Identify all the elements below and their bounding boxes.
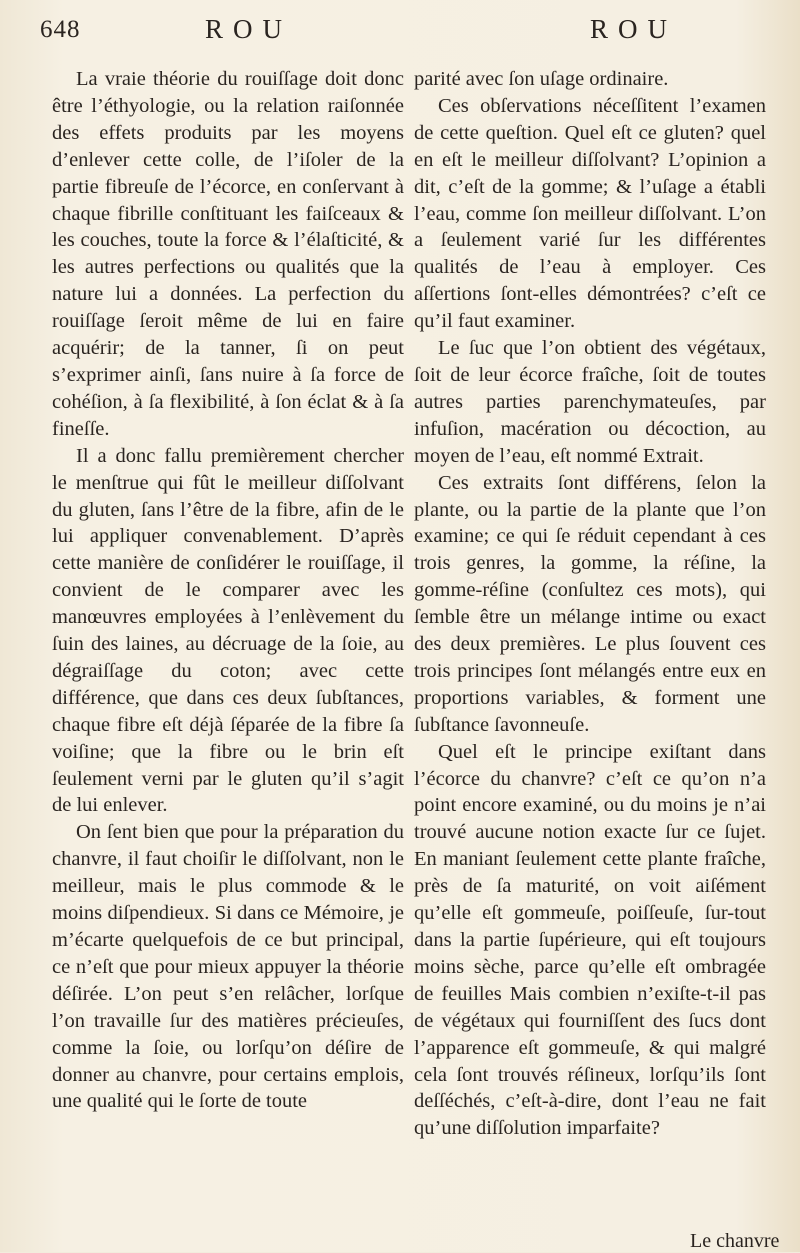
running-header [40,12,760,52]
right-column [414,66,766,1142]
paragraph: Ces obſervations néceſſitent l’examen de cette queſtion. Quel eſt ce gluten? quel en eſt le meilleur diſſolvant? L’opinion a dit, c’eſt de la gomme; & l’uſage a établi l’eau, comme ſon meilleur diſſolvant. L’on a ſeulement varié ſur les différentes qualités de l’eau à employer. Ces aſſertions ſont-elles démontrées? c’eſt ce qu’il faut examiner. [414,94,766,333]
paragraph: Il a donc fallu premièrement chercher le menſtrue qui fût le meilleur diſſolvant du gluten, ſans l’être de la fibre, afin de le lui appliquer convenablement. D’après cette manière de conſidérer le rouiſſage, il convient de le comparer avec les manœuvres employées à l’enlèvement du ſuin des laines, au décruage de la ſoie, au dégraiſſage du coton; avec cette différence, que dans ces deux ſubſtances, chaque fibre eſt déjà ſéparée de la fibre ſa voiſine; que la fibre ou le brin eſt ſeulement verni par le gluten qu’il s’agit de lui enlever. [52,444,404,817]
page-number: 648 [40,16,81,43]
paragraph: La vraie théorie du rouiſſage doit donc être l’éthyologie, ou la relation raiſonnée des effets produits par les moyens d’enlever cette colle, de l’iſoler de la partie fibreuſe de l’écorce, en conſervant à chaque fibrille conſtituant les faiſceaux & les couches, toute la force & l’élaſticité, & les autres perfections ou qualités que la nature lui a données. La perfection du rouiſſage ſeroit même de lui en faire acquérir; de la tanner, ſi on peut s’exprimer ainſi, ſans nuire à ſa force de cohéſion, à ſa flexibilité, à ſon éclat & à ſa fineſſe. [52,68,404,440]
paragraph-continuation: parité avec ſon uſage ordinaire. [414,68,669,90]
paragraph: On ſent bien que pour la préparation du chanvre, il faut choiſir le diſſolvant, non le meilleur, mais le plus commode & le moins diſpendieux. Si dans ce Mémoire, je m’écarte quelquefois de ce but principal, ce n’eſt que pour mieux appuyer la théorie déſirée. L’on peut s’en relâcher, lorſque l’on travaille ſur des matières précieuſes, comme la ſoie, ou lorſqu’on déſire de donner au chanvre, pour certains emplois, une qualité qui le ſorte de toute [52,821,404,1113]
paragraph: Le ſuc que l’on obtient des végétaux, ſoit de leur écorce fraîche, ſoit de toutes autres parties parenchymateuſes, par infuſion, macération ou décoction, au moyen de l’eau, eſt nommé Extrait. [414,337,766,467]
left-column [52,66,404,1115]
right-running-head: ROU [590,14,678,44]
left-running-head: ROU [205,14,293,44]
paragraph: Ces extraits ſont différens, ſelon la plante, ou la partie de la plante que l’on examine; ce qui ſe réduit cependant à ces trois genres, la gomme, la réſine, la gomme-réſine (conſultez ces mots), qui ſemble être un mélange intime ou exact des deux premières. Le plus ſouvent ces trois principes ſont mélangés entre eux en proportions variables, & forment une ſubſtance ſavonneuſe. [414,471,766,736]
catchword: Le chanvre [690,1230,780,1252]
paragraph: Quel eſt le principe exiſtant dans l’écorce du chanvre? c’eſt ce qu’on n’a point encore examiné, ou du moins je n’ai trouvé aucune notion exacte ſur ce ſujet. En maniant ſeulement cette plante fraîche, près de ſa maturité, on voit aiſément qu’elle eſt gommeuſe, poiſſeuſe, ſur-tout dans la partie ſupérieure, qui eſt toujours moins sèche, parce qu’elle eſt ombragée de feuilles Mais combien n’exiſte-t-il pas de végétaux qui fourniſſent des ſucs dont l’apparence eſt gommeuſe, & qui malgré cela ſont trouvés réſineux, lorſqu’ils ſont deſſéchés, c’eſt-à-dire, dont l’eau ne fait qu’une diſſolution imparfaite? [414,740,766,1140]
